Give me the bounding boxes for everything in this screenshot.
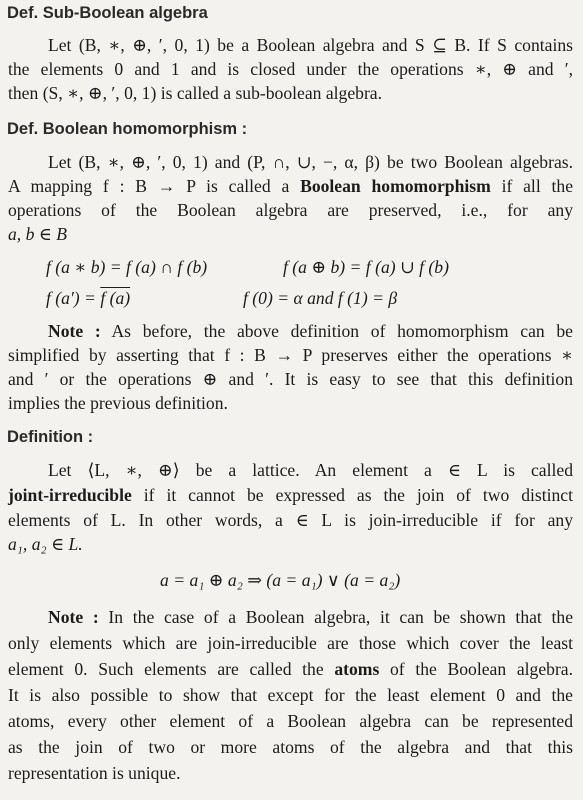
formula-homomorphism-bounds: f (0) = α and f (1) = β	[243, 288, 398, 308]
paragraph-line: then (S, ∗, ⊕, ′, 0, 1) is called a sub-boolean algebra.	[8, 83, 383, 103]
paragraph-line: Let (B, ∗, ⊕, ′, 0, 1) and (P, ∩, ∪, −, α, β) be two Boolean algebras.	[48, 152, 573, 172]
note-label: Note :	[48, 321, 101, 341]
note-line: representation is unique.	[8, 763, 181, 783]
formula-part-overlined: f (a)	[100, 288, 131, 308]
paragraph-line: the elements 0 and 1 and is closed under the operations ∗, ⊕ and ′,	[8, 59, 573, 79]
paragraph-line: a, b ∈ B	[8, 224, 67, 244]
paragraph-line	[8, 484, 573, 506]
text-fragment: In the case of a Boolean algebra, it can be shown that the	[98, 607, 574, 627]
formula-join-irreducible: a = a₁ ⊕ a₂ ⇒ (a = a₁) ∨ (a = a₂)	[160, 570, 401, 590]
text-fragment: element 0. Such elements are called the	[8, 659, 335, 679]
paragraph-line: elements of L. In other words, a ∈ L is join-irreducible if for any	[8, 510, 573, 530]
note-label: Note :	[48, 607, 99, 627]
term-boolean-homomorphism: Boolean homomorphism	[300, 176, 491, 196]
paragraph-line: a₁, a₂ ∈ L.	[8, 534, 83, 554]
note-line: and ′ or the operations ⊕ and ′. It is easy to see that this definition	[8, 369, 573, 389]
note-line: implies the previous definition.	[8, 393, 228, 413]
note-line: It is also possible to show that except for the least element 0 and the	[8, 685, 573, 705]
term-atoms: atoms	[334, 659, 380, 679]
term-joint-irreducible: joint-irreducible	[8, 485, 132, 505]
text-fragment: if all the	[490, 176, 573, 196]
note-line	[48, 606, 573, 628]
note-line: atoms, every other element of a Boolean algebra can be represented	[8, 711, 573, 731]
note-line	[48, 320, 573, 342]
heading-boolean-homomorphism: Def. Boolean homomorphism :	[7, 120, 248, 138]
text-fragment: As before, the above definition of homomorphism can be	[100, 321, 573, 341]
paragraph-line: Let ⟨L, ∗, ⊕⟩ be a lattice. An element a ∈ L is called	[48, 460, 573, 480]
text-fragment: of the Boolean algebra.	[379, 659, 574, 679]
note-line	[8, 658, 573, 680]
heading-sub-boolean-algebra: Def. Sub-Boolean algebra	[7, 4, 208, 22]
paragraph-line	[8, 175, 573, 197]
paragraph-line: Let (B, ∗, ⊕, ′, 0, 1) be a Boolean algebra and S ⊆ B. If S contains	[48, 35, 573, 55]
paragraph-line: operations of the Boolean algebra are preserved, i.e., for any	[8, 200, 573, 220]
text-fragment: A mapping f : B → P is called a	[8, 176, 301, 196]
formula-homomorphism-complement	[46, 288, 130, 309]
note-line: as the join of two or more atoms of the algebra and that this	[8, 737, 573, 757]
formula-part: f (a′) =	[46, 288, 101, 308]
note-line: simplified by asserting that f : B → P preserves either the operations ∗	[8, 345, 573, 365]
formula-homomorphism-join: f (a ⊕ b) = f (a) ∪ f (b)	[283, 257, 449, 277]
heading-definition: Definition :	[7, 428, 94, 446]
formula-homomorphism-meet: f (a ∗ b) = f (a) ∩ f (b)	[46, 257, 208, 277]
text-fragment: if it cannot be expressed as the join of two distinct	[131, 485, 573, 505]
note-line: only elements which are join-irreducible are those which cover the least	[8, 633, 573, 653]
